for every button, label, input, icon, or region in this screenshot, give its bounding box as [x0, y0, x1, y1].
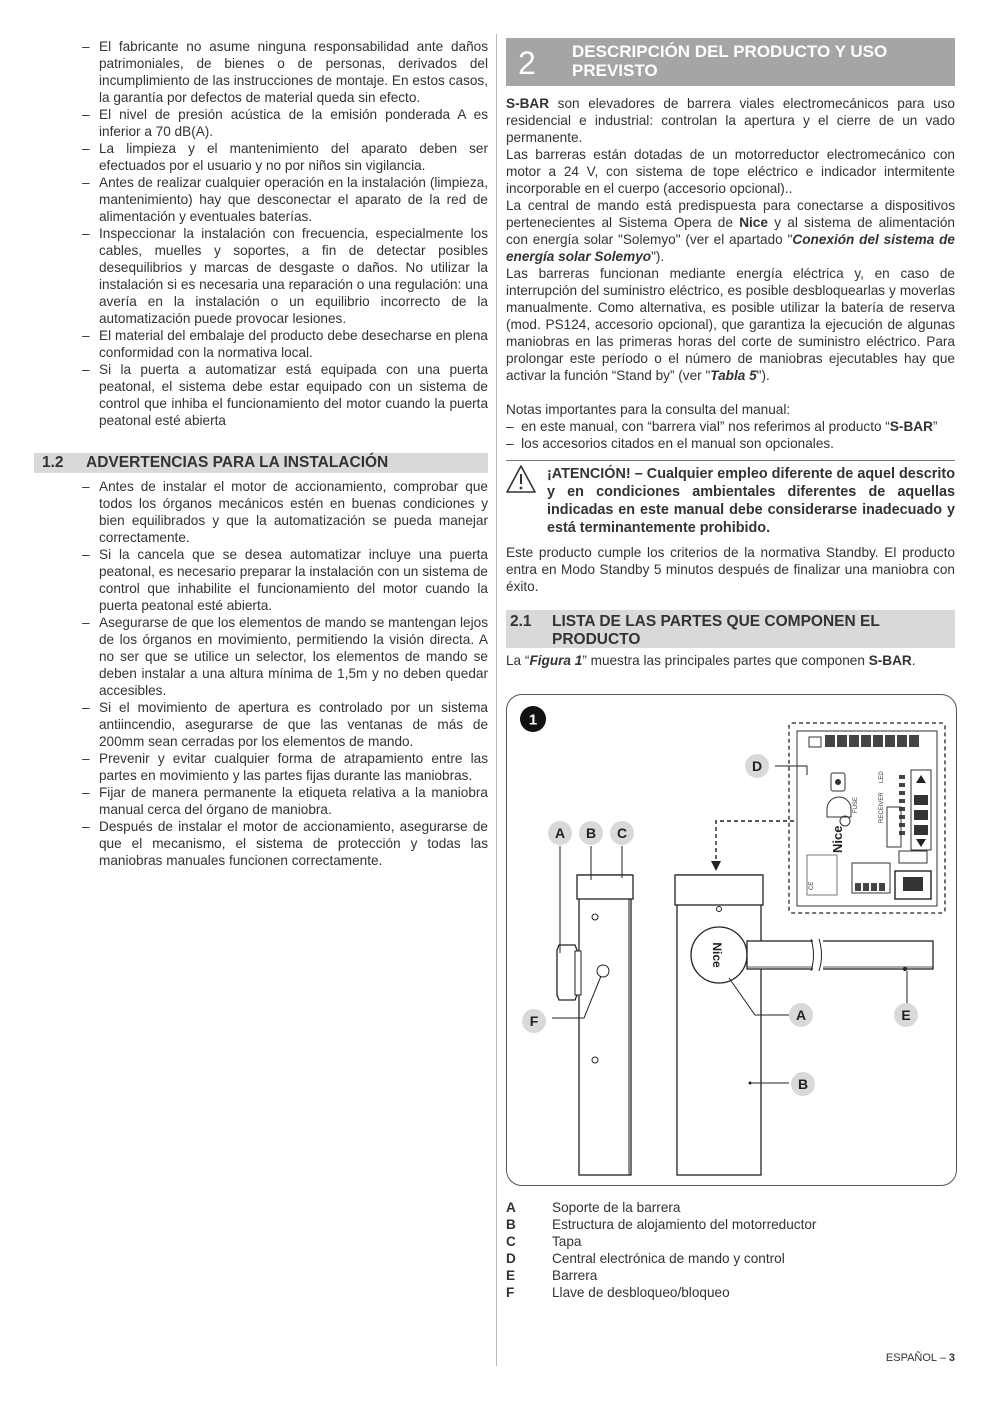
legend-row: E Barrera: [506, 1268, 598, 1283]
arrow-head: [711, 861, 721, 871]
chapter-number: 2: [518, 45, 536, 81]
section-1-2-heading: [34, 453, 488, 473]
svg-text:FUSE: FUSE: [853, 796, 859, 813]
brand-name: Nice: [739, 215, 768, 230]
svg-text:A: A: [554, 825, 566, 841]
legend-row: F Llave de desbloqueo/bloqueo: [506, 1285, 730, 1300]
label-D: [745, 754, 769, 778]
table-reference: Tabla 5: [710, 368, 757, 383]
section-number: 2.1: [510, 613, 532, 630]
installation-bullet-list: [80, 478, 488, 869]
svg-text:B: B: [797, 1076, 809, 1092]
list-item: – Asegurarse de que los elementos de mando se mantengan lejos de los órganos en movimiento, permitiendo la visión directa. A no ser que se utilice un selector, los elementos de mando se deben instalar a una altura mínima de 1,5m y no deben quedar accesibles.: [80, 614, 488, 699]
list-item: – Después de instalar el motor de accionamiento, asegurarse de que el mecanismo, el sistema de protección y todas las maniobras manuales funcionen correctamente.: [80, 818, 488, 869]
left-column: [80, 38, 488, 429]
label-B-top: [579, 821, 603, 845]
chapter-title: DESCRIPCIÓN DEL PRODUCTO Y USO PREVISTO: [572, 42, 888, 80]
label-E: [894, 1003, 918, 1027]
figure-number: 1: [528, 711, 538, 729]
nice-logo-hub: Nice: [710, 942, 724, 968]
warning-triangle-icon: [506, 464, 536, 494]
svg-text:E: E: [901, 1007, 911, 1023]
label-A-top: [548, 821, 572, 845]
list-item: – Si la puerta a automatizar está equipada con una puerta peatonal, el sistema debe estar equipado con un sistema de control que inhiba el funcionamiento del motor cuando la puerta peatonal esté abierta: [80, 361, 488, 429]
svg-text:F: F: [529, 1013, 539, 1029]
label-C: [610, 821, 634, 845]
list-item: – El nivel de presión acústica de la emisión ponderada A es inferior a 70 dB(A).: [80, 106, 488, 140]
legend-row: B Estructura de alojamiento del motorreductor: [506, 1217, 817, 1232]
list-item: – Inspeccionar la instalación con frecuencia, especialmente los cables, muelles y soportes, a fin de detectar posibles desequilibrios y marcas de desgaste o daños. No utilizar la instalación si es necesaria una reparación o una regulación: una avería en la instalación o un equilibrio incorrecto de la automatización puede provocar lesiones.: [80, 225, 488, 327]
figure-1: [506, 694, 957, 1186]
figure-intro: La “Figura 1” muestra las principales partes que componen S-BAR.: [506, 653, 916, 668]
intro-paragraph-4: Las barreras funcionan mediante energía eléctrica y, en caso de interrupción del suministro eléctrico, es posible desbloquearlas y moverlas manualmente. Como alternativa, es posible utilizar la batería de reserva (mod. PS124, accesorio opcional), que garantiza la ejecución de algunas maniobras en las primeras horas del corte de suministro eléctrico. Para prolongar este período o el número de maniobras ejecutables hay que activar la función “Stand by” (ver "Tabla 5").: [506, 266, 955, 383]
svg-text:A: A: [795, 1007, 807, 1023]
list-item: – El fabricante no asume ninguna responsabilidad ante daños patrimoniales, de bienes o de personas, derivados del incumplimiento de las instrucciones de montaje. En estos casos, la garantía por defectos de material queda sin efecto.: [80, 38, 488, 106]
section-title: ADVERTENCIAS PARA LA INSTALACIÓN: [86, 454, 389, 471]
warning-box: [506, 460, 955, 537]
column-divider: [496, 34, 497, 1366]
barrier-diagram: [507, 695, 956, 1185]
svg-text:LED: LED: [879, 771, 885, 783]
list-item: – Fijar de manera permanente la etiqueta relativa a la maniobra manual cerca del órgano de maniobra.: [80, 784, 488, 818]
list-item: – El material del embalaje del producto debe desecharse en plena conformidad con la normativa local.: [80, 327, 488, 361]
intro-paragraph-1: S-BAR son elevadores de barrera viales electromecánicos para uso residencial e industrial: controlan la apertura y el cierre de un vado permanente.: [506, 96, 955, 145]
figure-number-badge: [520, 706, 546, 732]
page-number: 3: [948, 1352, 955, 1364]
product-name: S-BAR: [506, 96, 550, 111]
legend-row: C Tapa: [506, 1234, 582, 1249]
svg-text:D: D: [751, 758, 763, 774]
list-item: – La limpieza y el mantenimiento del aparato deben ser efectuados por el usuario y no por niños sin vigilancia.: [80, 140, 488, 174]
list-item: – Si el movimiento de apertura es controlado por un sistema antiincendio, asegurarse de que las ventanas de más de 200mm sean cerradas por los elementos de mando.: [80, 699, 488, 750]
right-column: [506, 38, 955, 669]
legend-row: D Central electrónica de mando y control: [506, 1251, 785, 1266]
warning-text: ¡ATENCIÓN! – Cualquier empleo diferente de aquel descrito y en condiciones ambientales diferentes de aquellas indicadas en este manual debe considerarse inadecuado y está terminantemente prohibido.: [547, 466, 955, 536]
solemyo-reference: Conexión del sistema de energía solar Solemyo: [506, 232, 955, 264]
legend-row: A Soporte de la barrera: [506, 1200, 681, 1215]
section-2-1-heading: [506, 610, 955, 648]
list-item: – Si la cancela que se desea automatizar incluye una puerta peatonal, es necesario preparar la instalación con un sistema de control que inhabilite el funcionamiento del motor cuando la puerta peatonal esté abierta.: [80, 546, 488, 614]
svg-text:C: C: [616, 825, 628, 841]
dashed-connector: [716, 821, 794, 863]
intro-paragraph-2: Las barreras están dotadas de un motorreductor electromecánico con motor a 24 V, con sistema de tope eléctrico e indicador intermitente incorporable en el cuerpo (accesorio opcional)..: [506, 147, 955, 196]
section-number: 1.2: [42, 454, 64, 471]
notes-heading: Notas importantes para la consulta del manual:: [506, 402, 791, 417]
footer-language: ESPAÑOL –: [885, 1352, 949, 1364]
intro-paragraph-3: La central de mando está predispuesta para conectarse a dispositivos pertenecientes al Sistema Opera de Nice y al sistema de alimentación con energía solar "Solemyo" (ver el apartado "Conexión del sistema de energía solar Solemyo").: [506, 198, 955, 264]
page-footer: [886, 1352, 955, 1364]
svg-text:B: B: [585, 825, 597, 841]
installation-warnings: [80, 478, 488, 869]
note-item: – los accesorios citados en el manual son opcionales.: [506, 436, 834, 451]
list-item: – Antes de realizar cualquier operación en la instalación (limpieza, mantenimiento) hay que desconectar el aparato de la red de alimentación y eventuales baterías.: [80, 174, 488, 225]
chapter-2-heading: [506, 38, 955, 86]
svg-text:RECEIVER: RECEIVER: [879, 792, 885, 823]
standby-paragraph: Este producto cumple los criterios de la normativa Standby. El producto entra en Modo Standby 5 minutos después de finalizar una maniobra con éxito.: [506, 545, 955, 594]
list-item: – Antes de instalar el motor de accionamiento, comprobar que todos los órganos mecánicos estén en buenas condiciones y bien equilibrados y que la automatización se pueda manejar correctamente.: [80, 478, 488, 546]
figure-legend: [506, 1199, 955, 1301]
cabinet-side-view: [557, 875, 633, 1175]
label-A-bottom: [789, 1003, 813, 1027]
svg-text:CE: CE: [809, 881, 815, 890]
section-title: LISTA DE LAS PARTES QUE COMPONEN EL PRODUCTO: [552, 613, 880, 648]
figure-reference: Figura 1: [529, 653, 583, 668]
nice-logo: Nice: [830, 825, 845, 853]
label-F: [522, 1009, 546, 1033]
list-item: – Prevenir y evitar cualquier forma de atrapamiento entre las partes en movimiento y las partes fijas durante las maniobras.: [80, 750, 488, 784]
control-board: [797, 731, 937, 906]
note-item: – en este manual, con “barrera vial” nos referimos al producto “S-BAR”: [506, 419, 938, 434]
safety-bullet-list: [80, 38, 488, 429]
